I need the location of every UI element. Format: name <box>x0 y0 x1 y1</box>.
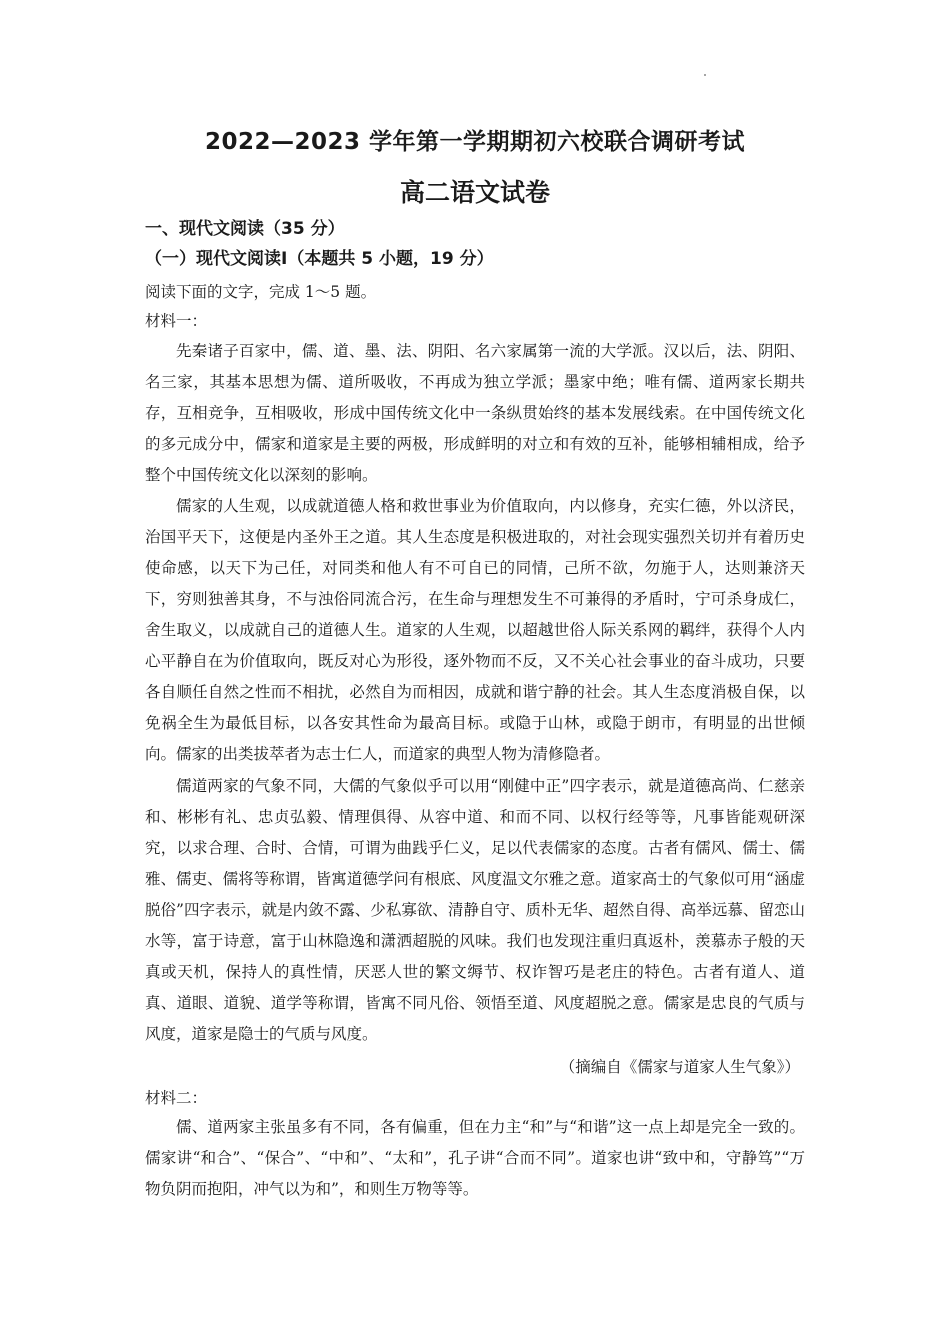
material-one-label: 材料一： <box>145 312 208 330</box>
material-one-source: （摘编自《儒家与道家人生气象》） <box>559 1058 800 1076</box>
section-heading: 一、现代文阅读（35 分） <box>145 219 345 239</box>
material-one-paragraph-1: 先秦诸子百家中，儒、道、墨、法、阴阳、名六家属第一流的大学派。汉以后，法、阴阳、名三家，其基本思想为儒、道所吸收，不再成为独立学派；墨家中绝；唯有儒、道两家长期共存，互相竞争，互相吸收，形成中国传统文化中一条纵贯始终的基本发展线索。在中国传统文化的多元成分中，儒家和道家是主要的两极，形成鲜明的对立和有效的互补，能够相辅相成，给予整个中国传统文化以深刻的影响。 <box>145 342 805 484</box>
material-one-paragraph-2: 儒家的人生观，以成就道德人格和救世事业为价值取向，内以修身，充实仁德，外以济民，治国平天下，这便是内圣外王之道。其人生态度是积极进取的，对社会现实强烈关切并有着历史使命感，以天下为己任，对同类和他人有不可自已的同情，己所不欲，勿施于人，达则兼济天下，穷则独善其身，不与浊俗同流合污，在生命与理想发生不可兼得的矛盾时，宁可杀身成仁，舍生取义，以成就自己的道德人生。道家的人生观，以超越世俗人际关系网的羁绊，获得个人内心平静自在为价值取向，既反对心为形役，逐外物而不反，又不关心社会事业的奋斗成功，只要各自顺任自然之性而不相扰，必然自为而相因，成就和谐宁静的社会。其人生态度消极自保，以免祸全生为最低目标，以各安其性命为最高目标。或隐于山林，或隐于朗市，有明显的出世倾向。儒家的出类拔萃者为志士仁人，而道家的典型人物为清修隐者。 <box>145 497 805 763</box>
reading-instruction: 阅读下面的文字，完成 1～5 题。 <box>145 283 377 301</box>
material-two-paragraph-1: 儒、道两家主张虽多有不同，各有偏重，但在力主“和”与“和谐”这一点上却是完全一致的。儒家讲“和合”、“保合”、“中和”、“太和”，孔子讲“合而不同”。道家也讲“致中和，守静笃”“万物负阴而抱阳，冲气以为和”，和则生万物等等。 <box>145 1118 805 1198</box>
material-two-label: 材料二： <box>145 1089 208 1107</box>
exam-subtitle: 高二语文试卷 <box>399 178 550 207</box>
material-one-paragraph-3: 儒道两家的气象不同，大儒的气象似乎可以用“刚健中正”四字表示，就是道德高尚、仁慈亲和、彬彬有礼、忠贞弘毅、情理俱得、从容中道、和而不同、以权行经等等，凡事皆能观研深究，以求合理、合时、合情，可谓为曲践乎仁义，足以代表儒家的态度。古者有儒风、儒士、儒雅、儒吏、儒将等称谓，皆寓道德学问有根底、风度温文尔雅之意。道家高士的气象似可用“涵虚脱俗”四字表示，就是内敛不露、少私寡欲、清静自守、质朴无华、超然自得、高举远慕、留恋山水等，富于诗意，富于山林隐逸和潇洒超脱的风味。我们也发现注重归真返朴，羡慕赤子般的天真或天机，保持人的真性情，厌恶人世的繁文缛节、权诈智巧是老庄的特色。古者有道人、道真、道眼、道貌、道学等称谓，皆寓不同凡俗、领悟至道、风度超脱之意。儒家是忠良的气质与风度，道家是隐士的气质与风度。 <box>145 777 805 1043</box>
subsection-heading: （一）现代文阅读Ⅰ（本题共 5 小题，19 分） <box>145 249 494 269</box>
exam-title: 2022—2023 学年第一学期期初六校联合调研考试 <box>204 129 746 155</box>
scan-dot <box>704 74 706 76</box>
